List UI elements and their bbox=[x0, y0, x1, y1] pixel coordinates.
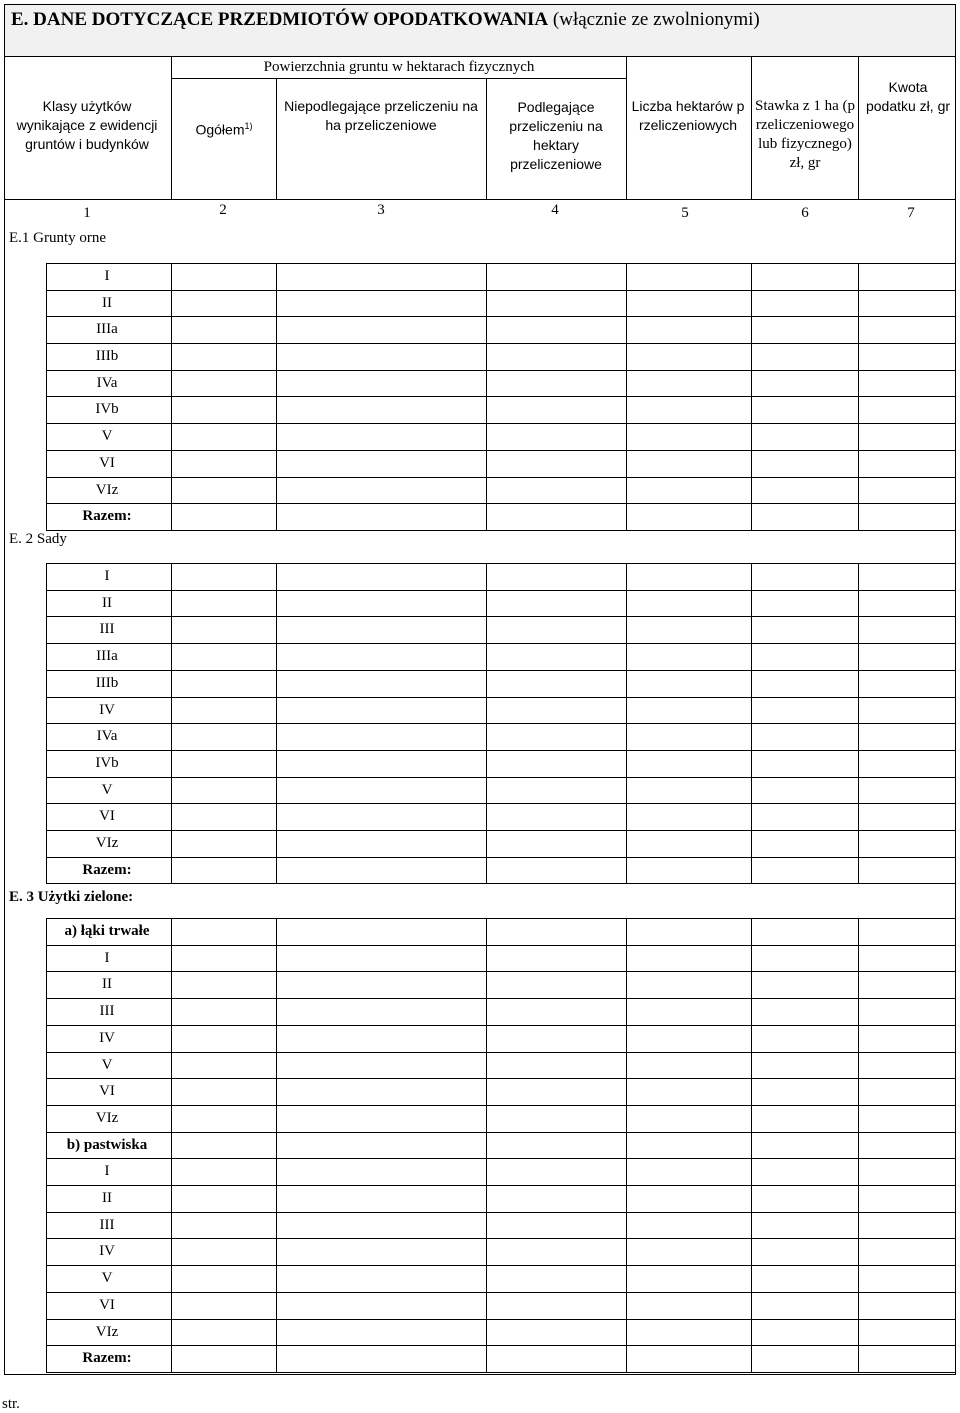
header-divider bbox=[276, 78, 277, 199]
row-line bbox=[46, 1292, 955, 1293]
class-row-label: VIz bbox=[95, 1110, 119, 1126]
class-row-label: V bbox=[101, 1270, 113, 1286]
column-line bbox=[276, 263, 277, 530]
total-row-label: Razem: bbox=[82, 1350, 132, 1366]
class-row-label: III bbox=[99, 1003, 115, 1019]
column-line bbox=[486, 918, 487, 1372]
row-line bbox=[46, 1025, 955, 1026]
row-line bbox=[46, 1212, 955, 1213]
row-line bbox=[46, 1265, 955, 1266]
column-line bbox=[171, 563, 172, 883]
section-label-e3: E. 3 Użytki zielone: bbox=[9, 889, 134, 905]
col-header-converted: Podlegające przeliczeniu na hektary przeliczeniowe bbox=[509, 99, 603, 172]
row-line bbox=[46, 777, 955, 778]
row-line bbox=[46, 750, 955, 751]
row-line bbox=[46, 643, 955, 644]
column-line bbox=[171, 263, 172, 530]
class-row-label: III bbox=[99, 1217, 115, 1233]
class-row-label: VIz bbox=[95, 835, 119, 851]
column-number: 4 bbox=[551, 202, 559, 218]
header-divider bbox=[626, 57, 627, 199]
class-row-label: I bbox=[104, 1163, 110, 1179]
class-row-label: VI bbox=[99, 455, 115, 471]
row-line bbox=[46, 343, 955, 344]
row-line bbox=[46, 918, 955, 919]
row-line bbox=[46, 450, 955, 451]
row-line bbox=[46, 503, 955, 504]
class-row-label: IIIb bbox=[95, 675, 119, 691]
header-divider bbox=[858, 57, 859, 199]
row-line bbox=[46, 1158, 955, 1159]
row-line bbox=[46, 563, 955, 564]
class-row-label: I bbox=[104, 950, 110, 966]
section-title bbox=[5, 5, 955, 57]
col-header-total-text: Ogółem bbox=[195, 121, 245, 138]
col-header-tax-amount: Kwota podatku zł, gr bbox=[865, 79, 951, 114]
column-line bbox=[751, 263, 752, 530]
class-row-label: III bbox=[99, 621, 115, 637]
header-bottom-line bbox=[5, 199, 955, 200]
row-line bbox=[46, 1345, 955, 1346]
subsection-label: a) łąki trwałe bbox=[64, 923, 150, 939]
class-row-label: IVb bbox=[95, 755, 119, 771]
row-line bbox=[46, 1185, 955, 1186]
class-row-label: VI bbox=[99, 808, 115, 824]
class-row-label: VIz bbox=[95, 1324, 119, 1340]
footnote-mark: 1) bbox=[244, 121, 253, 131]
row-line bbox=[46, 857, 955, 858]
col-header-conversion-ha: Liczba hektarów przeliczeniowych bbox=[631, 98, 745, 133]
column-number: 7 bbox=[907, 205, 915, 221]
row-line bbox=[46, 263, 955, 264]
header-divider bbox=[171, 78, 626, 79]
row-line bbox=[46, 697, 955, 698]
class-row-label: II bbox=[102, 295, 112, 311]
class-row-label: II bbox=[102, 1190, 112, 1206]
class-row-label: IIIb bbox=[95, 348, 119, 364]
column-line bbox=[486, 563, 487, 883]
column-number: 1 bbox=[83, 205, 91, 221]
section-title-bold: E. DANE DOTYCZĄCE PRZEDMIOTÓW OPODATKOWANIA bbox=[11, 9, 549, 30]
column-line bbox=[171, 918, 172, 1372]
section-label-e1: E.1 Grunty orne bbox=[9, 230, 107, 246]
class-row-label: V bbox=[101, 428, 113, 444]
class-row-label: IV bbox=[99, 1030, 115, 1046]
class-row-label: VIz bbox=[95, 482, 119, 498]
column-line bbox=[858, 918, 859, 1372]
row-line bbox=[46, 616, 955, 617]
subsection-label: b) pastwiska bbox=[66, 1137, 148, 1153]
class-row-label: I bbox=[104, 268, 110, 284]
section-label-e2: E. 2 Sady bbox=[9, 531, 67, 547]
column-line bbox=[276, 563, 277, 883]
row-line bbox=[46, 723, 955, 724]
class-row-label: V bbox=[101, 1057, 113, 1073]
column-number: 5 bbox=[681, 205, 689, 221]
class-row-label: II bbox=[102, 976, 112, 992]
column-line bbox=[626, 263, 627, 530]
column-number: 3 bbox=[377, 202, 385, 218]
column-line bbox=[751, 918, 752, 1372]
tax-form-table bbox=[4, 4, 956, 1375]
class-row-label: IV bbox=[99, 702, 115, 718]
class-row-label: VI bbox=[99, 1297, 115, 1313]
col-header-surface-group: Powierzchnia gruntu w hektarach fizycznych bbox=[263, 59, 535, 75]
col-header-not-converted: Niepodlegające przeliczeniu na ha przeliczeniowe bbox=[284, 98, 478, 133]
row-line bbox=[46, 290, 955, 291]
column-number: 2 bbox=[219, 202, 227, 218]
row-line bbox=[46, 971, 955, 972]
row-line bbox=[46, 1052, 955, 1053]
row-line bbox=[46, 1319, 955, 1320]
column-line bbox=[486, 263, 487, 530]
row-line bbox=[46, 1132, 955, 1133]
class-row-label: V bbox=[101, 782, 113, 798]
class-row-label: IIIa bbox=[96, 321, 118, 337]
column-line bbox=[626, 918, 627, 1372]
col-header-total bbox=[175, 117, 273, 140]
row-line bbox=[46, 830, 955, 831]
column-line bbox=[751, 563, 752, 883]
column-number: 6 bbox=[801, 205, 809, 221]
row-line bbox=[46, 530, 955, 531]
section-title-note: (włącznie ze zwolnionymi) bbox=[552, 9, 760, 30]
row-line bbox=[46, 477, 955, 478]
class-row-label: IVa bbox=[96, 375, 118, 391]
column-line bbox=[626, 563, 627, 883]
class-row-label: II bbox=[102, 595, 112, 611]
class-row-label: IVa bbox=[96, 728, 118, 744]
col-header-rate: Stawka z 1 ha (przeliczeniowego lub fizycznego) zł, gr bbox=[755, 98, 855, 171]
column-line bbox=[858, 263, 859, 530]
row-line bbox=[46, 1372, 955, 1373]
row-line bbox=[46, 423, 955, 424]
column-line bbox=[858, 563, 859, 883]
class-row-label: IIIa bbox=[96, 648, 118, 664]
row-line bbox=[46, 945, 955, 946]
row-line bbox=[46, 1105, 955, 1106]
row-line bbox=[46, 1238, 955, 1239]
row-line bbox=[46, 803, 955, 804]
col-header-classes: Klasy użytków wynikające z ewidencji gruntów i budynków bbox=[16, 98, 158, 152]
row-line bbox=[46, 370, 955, 371]
row-line bbox=[46, 883, 955, 884]
row-line bbox=[46, 396, 955, 397]
row-line bbox=[46, 316, 955, 317]
class-row-label: VI bbox=[99, 1083, 115, 1099]
total-row-label: Razem: bbox=[82, 862, 132, 878]
total-row-label: Razem: bbox=[82, 508, 132, 524]
row-line bbox=[46, 590, 955, 591]
page-number-label: str. bbox=[2, 1396, 20, 1412]
row-line bbox=[46, 670, 955, 671]
row-line bbox=[46, 998, 955, 999]
column-line bbox=[276, 918, 277, 1372]
class-row-label: IVb bbox=[95, 401, 119, 417]
header-divider bbox=[486, 78, 487, 199]
header-divider bbox=[751, 57, 752, 199]
class-row-label: I bbox=[104, 568, 110, 584]
class-row-label: IV bbox=[99, 1243, 115, 1259]
row-line bbox=[46, 1078, 955, 1079]
